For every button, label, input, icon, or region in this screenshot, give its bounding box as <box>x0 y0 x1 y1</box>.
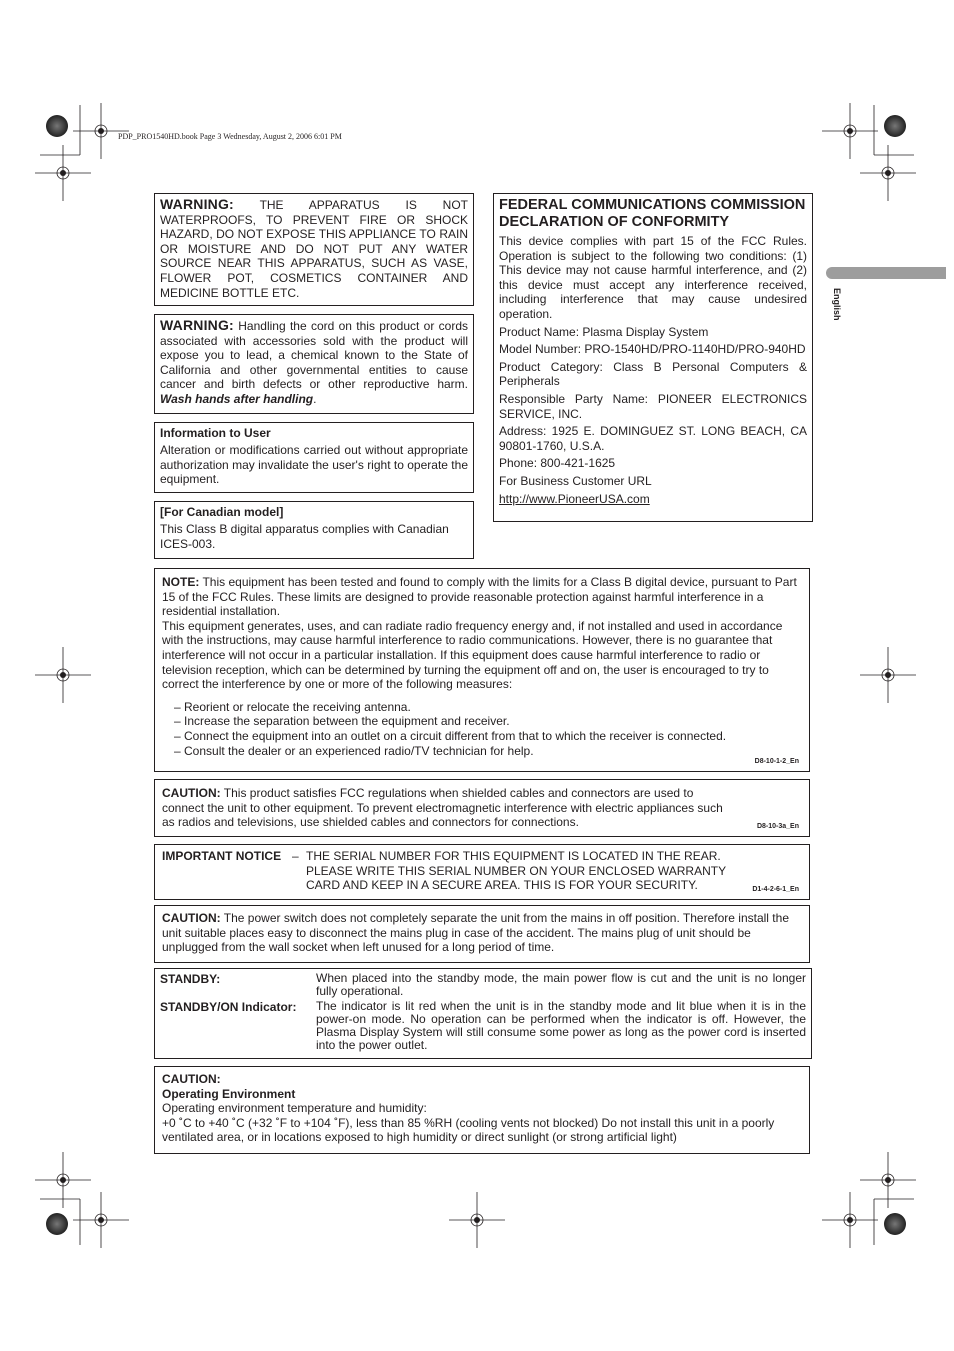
caution-power-body: The power switch does not completely separate the unit from the mains in off position. Therefore install the unit suitable places easy to disconnect the mains plug in case of the accident. The mains plug of unit should be unplugged from the wall socket when left unused for a long period of time. <box>162 911 789 955</box>
standby-indicator-label: STANDBY/ON Indicator: <box>160 1000 297 1014</box>
operating-environment-line2: +0 ˚C to +40 ˚C (+32 ˚F to +104 ˚F), less than 85 %RH (cooling vents not blocked) Do not install this unit in a poorly ventilated area, or in locations exposed to high humidity or direct sunlight (or strong artificial light) <box>162 1115 775 1145</box>
doc-code: D1-4-2-6-1_En <box>752 886 799 893</box>
pioneer-url-link[interactable]: http://www.PioneerUSA.com <box>499 491 650 506</box>
canadian-box <box>154 501 474 559</box>
fcc-note-box <box>154 568 810 772</box>
note-item: – Increase the separation between the equipment and receiver. <box>174 714 510 729</box>
important-notice-line2: PLEASE WRITE THIS SERIAL NUMBER ON YOUR ENCLOSED WARRANTY CARD AND KEEP IN A SECURE AREA. THIS IS FOR YOUR SECURITY. <box>306 863 726 893</box>
fcc-business-url-label: For Business Customer URL <box>499 473 652 488</box>
standby-box <box>154 968 812 1059</box>
standby-indicator-text: The indicator is lit red when the unit is in the standby mode and lit blue when it is in the power-on mode. No operation can be performed when the indicator is off. However, the Plasma Display System will still consume some power as long as the power cord is inserted into the power outlet. <box>316 999 806 1052</box>
important-notice-dash: – <box>292 849 299 863</box>
caution-label: CAUTION: <box>162 786 221 800</box>
caution-shielded-text <box>162 786 802 830</box>
fcc-product-category: Product Category: Class B Personal Computers & Peripherals <box>499 359 807 389</box>
important-notice-line1: THE SERIAL NUMBER FOR THIS EQUIPMENT IS LOCATED IN THE REAR. <box>306 849 721 863</box>
important-notice-box <box>154 844 810 900</box>
warning-lead-text <box>160 318 468 407</box>
warning-label: WARNING: <box>160 196 234 212</box>
file-header: PDP_PRO1540HD.book Page 3 Wednesday, August 2, 2006 6:01 PM <box>118 132 342 141</box>
warning-waterproof-box <box>154 193 474 306</box>
note-item: – Connect the equipment into an outlet on a circuit different from that to which the receiver is connected. <box>174 728 727 743</box>
note-para1-text: This equipment has been tested and found to comply with the limits for a Class B digital device, pursuant to Part 15 of the FCC Rules. These limits are designed to provide reasonable protection against harmful interference in a residential installation. <box>162 575 797 619</box>
canadian-body: This Class B digital apparatus complies with Canadian ICES-003. <box>160 522 449 551</box>
operating-environment-line1: Operating environment temperature and humidity: <box>162 1101 427 1116</box>
note-para2: This equipment generates, uses, and can radiate radio frequency energy and, if not installed and used in accordance with the instructions, may cause harmful interference to radio communications. However, there is no guarantee that interference will not occur in a particular installation. If this equipment does cause harmful interference to radio or television reception, which can be determined by turning the equipment off and on, the user is encouraged to try to correct the interference by one or more of the following measures: <box>162 618 783 692</box>
important-notice-label: IMPORTANT NOTICE <box>162 849 282 863</box>
standby-label: STANDBY: <box>160 972 221 986</box>
warning-label: WARNING: <box>160 317 234 333</box>
fcc-phone: Phone: 800-421-1625 <box>499 456 616 471</box>
caution-power-box <box>154 905 810 963</box>
info-user-body: Alteration or modifications carried out without appropriate authorization may invalidate the user's right to operate the equipment. <box>160 443 468 487</box>
note-item: – Consult the dealer or an experienced radio/TV technician for help. <box>174 743 534 758</box>
canadian-title: [For Canadian model] <box>160 505 284 519</box>
operating-environment-title: Operating Environment <box>162 1086 296 1101</box>
info-user-title: Information to User <box>160 426 271 440</box>
caution-power-text <box>162 911 802 955</box>
caution-environment-box <box>154 1066 810 1154</box>
fcc-intro: This device complies with part 15 of the FCC Rules. Operation is subject to the following two conditions: (1) This device may not cause harmful interference, and (2) this device must accept any interference received, including interference that may cause undesired operation. <box>499 234 807 321</box>
warning-waterproof-body: THE APPARATUS IS NOT WATERPROOFS, TO PREVENT FIRE OR SHOCK HAZARD, DO NOT EXPOSE THIS APPLIANCE TO RAIN OR MOISTURE AND DO NOT PUT ANY WATER SOURCE NEAR THIS APPARATUS, SUCH AS VASE, FLOWER POT, COSMETICS CONTAINER AND MEDICINE BOTTLE ETC. <box>160 198 468 300</box>
standby-text: When placed into the standby mode, the main power flow is cut and the unit is no longer fully operational. <box>316 971 806 998</box>
doc-code: D8-10-1-2_En <box>754 758 799 765</box>
language-label: English <box>832 288 842 321</box>
language-tab <box>826 267 946 279</box>
note-item: – Reorient or relocate the receiving antenna. <box>174 699 411 714</box>
fcc-model-number: Model Number: PRO-1540HD/PRO-1140HD/PRO-940HD <box>499 342 806 357</box>
warning-lead-body: Handling the cord on this product or cords associated with accessories sold with the product will expose you to lead, a chemical known to the State of California and other governmental entities to cause cancer and birth defects or other reproductive harm. <box>160 319 468 392</box>
note-label: NOTE: <box>162 575 200 589</box>
doc-code: D8-10-3a_En <box>756 823 799 830</box>
fcc-address: Address: 1925 E. DOMINGUEZ ST. LONG BEACH, CA 90801-1760, U.S.A. <box>499 424 807 453</box>
fcc-title: FEDERAL COMMUNICATIONS COMMISSION DECLARATION OF CONFORMITY <box>499 197 806 230</box>
info-user-box <box>154 422 474 493</box>
fcc-declaration-box <box>493 193 813 522</box>
fcc-responsible-party: Responsible Party Name: PIONEER ELECTRONICS SERVICE, INC. <box>499 391 807 421</box>
fcc-product-name: Product Name: Plasma Display System <box>499 324 709 339</box>
warning-lead-tail: . <box>313 391 317 406</box>
caution-label: CAUTION: <box>162 911 221 925</box>
caution-shielded-box <box>154 779 810 837</box>
wash-hands-emphasis: Wash hands after handling <box>160 391 314 406</box>
warning-waterproof-text <box>160 197 468 300</box>
caution-shielded-body: This product satisfies FCC regulations when shielded cables and connectors are used to connect the unit to other equipment. To prevent electromagnetic interference with electric appliances such as radios and televisions, use shielded cables and connectors for connections. <box>162 786 723 830</box>
note-para1 <box>162 575 802 619</box>
caution-label: CAUTION: <box>162 1072 221 1086</box>
warning-lead-box <box>154 314 474 414</box>
